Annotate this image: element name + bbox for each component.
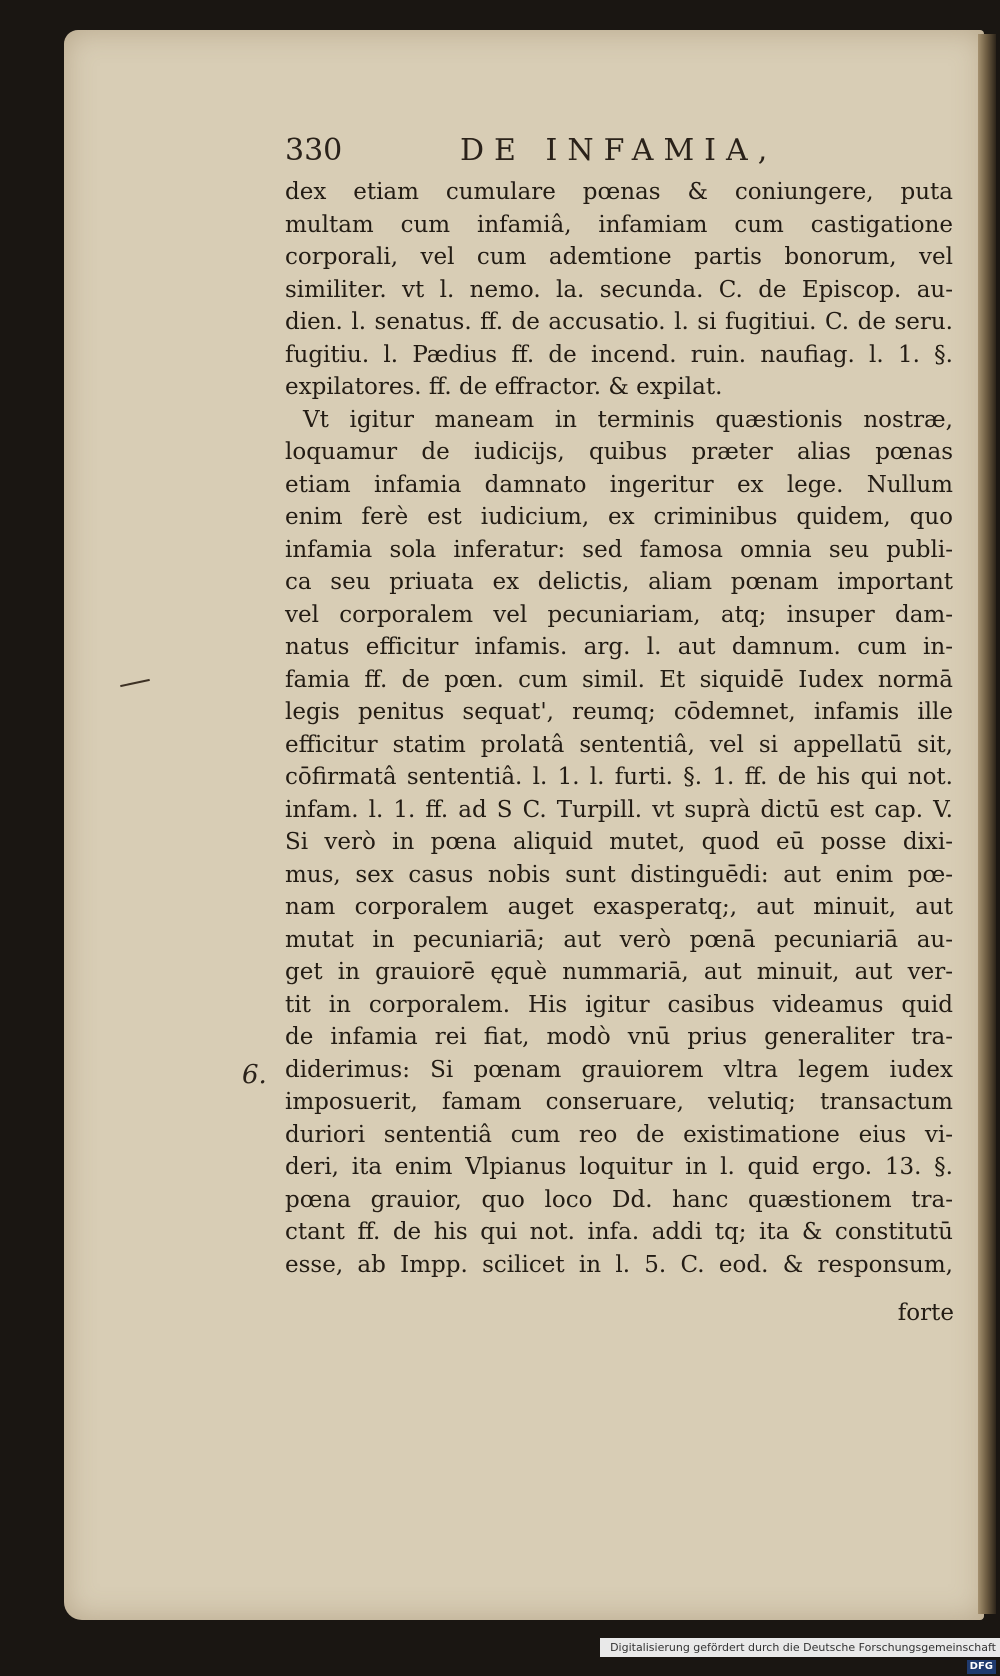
text-line: efficitur statim prolatâ sententiâ, vel si appellatū sit, [285, 731, 953, 758]
text-line: ca seu priuata ex delictis, aliam pœnam important [285, 569, 953, 595]
body-text [285, 176, 953, 1281]
margin-note: 6. [242, 1060, 267, 1090]
text-line: imposuerit, famam conseruare, velutiq; transactum [285, 1089, 953, 1115]
text-line: loquamur de iudicijs, quibus præter alias pœnas [285, 439, 953, 465]
text-line: mutat in pecuniariā; aut verò pœnā pecuniariā au- [285, 926, 953, 953]
text-line: infamia sola inferatur: sed famosa omnia seu publi- [285, 536, 953, 563]
text-line: fugitiu. l. Pædius ff. de incend. ruin. naufiag. l. 1. §. [285, 341, 953, 368]
text-line: mus, sex casus nobis sunt distinguēdi: aut enim pœ- [285, 861, 953, 888]
text-line: pœna grauior, quo loco Dd. hanc quæstionem tra- [285, 1186, 953, 1213]
text-line: esse, ab Impp. scilicet in l. 5. C. eod. & responsum, [285, 1251, 953, 1278]
running-title: DE INFAMIA, [460, 133, 778, 168]
digitization-footer [600, 1638, 1000, 1672]
page-number: 330 [285, 133, 343, 168]
text-line: famia ff. de pœn. cum simil. Et siquidē Iudex normā [285, 666, 953, 693]
text-line: diderimus: Si pœnam grauiorem vltra legem iudex [285, 1056, 953, 1083]
text-line: tit in corporalem. His igitur casibus videamus quid [285, 991, 953, 1018]
catchword: forte [897, 1300, 954, 1326]
running-head [285, 130, 925, 172]
text-line: ctant ff. de his qui not. infa. addi tq; ita & constitutū [285, 1219, 953, 1245]
text-line: expilatores. ff. de effractor. & expilat. [285, 374, 723, 400]
text-line: etiam infamia damnato ingeritur ex lege. Nullum [285, 471, 953, 498]
text-line: multam cum infamiâ, infamiam cum castigatione [285, 211, 953, 238]
footer-text: Digitalisierung gefördert durch die Deutsche Forschungsgemeinschaft [610, 1641, 996, 1654]
text-line: cōfirmatâ sententiâ. l. 1. l. furti. §. 1. ff. de his qui not. [285, 764, 953, 790]
text-line: enim ferè est iudicium, ex criminibus quidem, quo [285, 504, 953, 530]
text-line: dien. l. senatus. ff. de accusatio. l. si fugitiui. C. de seru. [285, 309, 953, 335]
text-line: corporali, vel cum ademtione partis bonorum, vel [285, 244, 953, 270]
dfg-logo: DFG [967, 1660, 996, 1674]
text-line: infam. l. 1. ff. ad S C. Turpill. vt suprà dictū est cap. V. [285, 796, 953, 823]
text-line: Vt igitur maneam in terminis quæstionis nostræ, [303, 406, 953, 433]
text-line: get in grauiorē ęquè nummariā, aut minuit, aut ver- [285, 959, 953, 985]
text-line: duriori sententiâ cum reo de existimatione eius vi- [285, 1121, 953, 1148]
text-line: vel corporalem vel pecuniariam, atq; insuper dam- [285, 601, 953, 628]
text-line: similiter. vt l. nemo. la. secunda. C. de Episcop. au- [285, 276, 953, 303]
page-edge [978, 34, 996, 1614]
text-line: Si verò in pœna aliquid mutet, quod eū posse dixi- [285, 829, 953, 855]
text-line: deri, ita enim Vlpianus loquitur in l. quid ergo. 13. §. [285, 1154, 953, 1180]
text-line: natus efficitur infamis. arg. l. aut damnum. cum in- [285, 634, 953, 660]
text-line: legis penitus sequat', reumq; cōdemnet, infamis ille [285, 699, 953, 725]
text-line: dex etiam cumulare pœnas & coniungere, puta [285, 179, 953, 205]
text-line: de infamia rei fiat, modò vnū prius generaliter tra- [285, 1024, 953, 1050]
text-line: nam corporalem auget exasperatq;, aut minuit, aut [285, 894, 953, 920]
